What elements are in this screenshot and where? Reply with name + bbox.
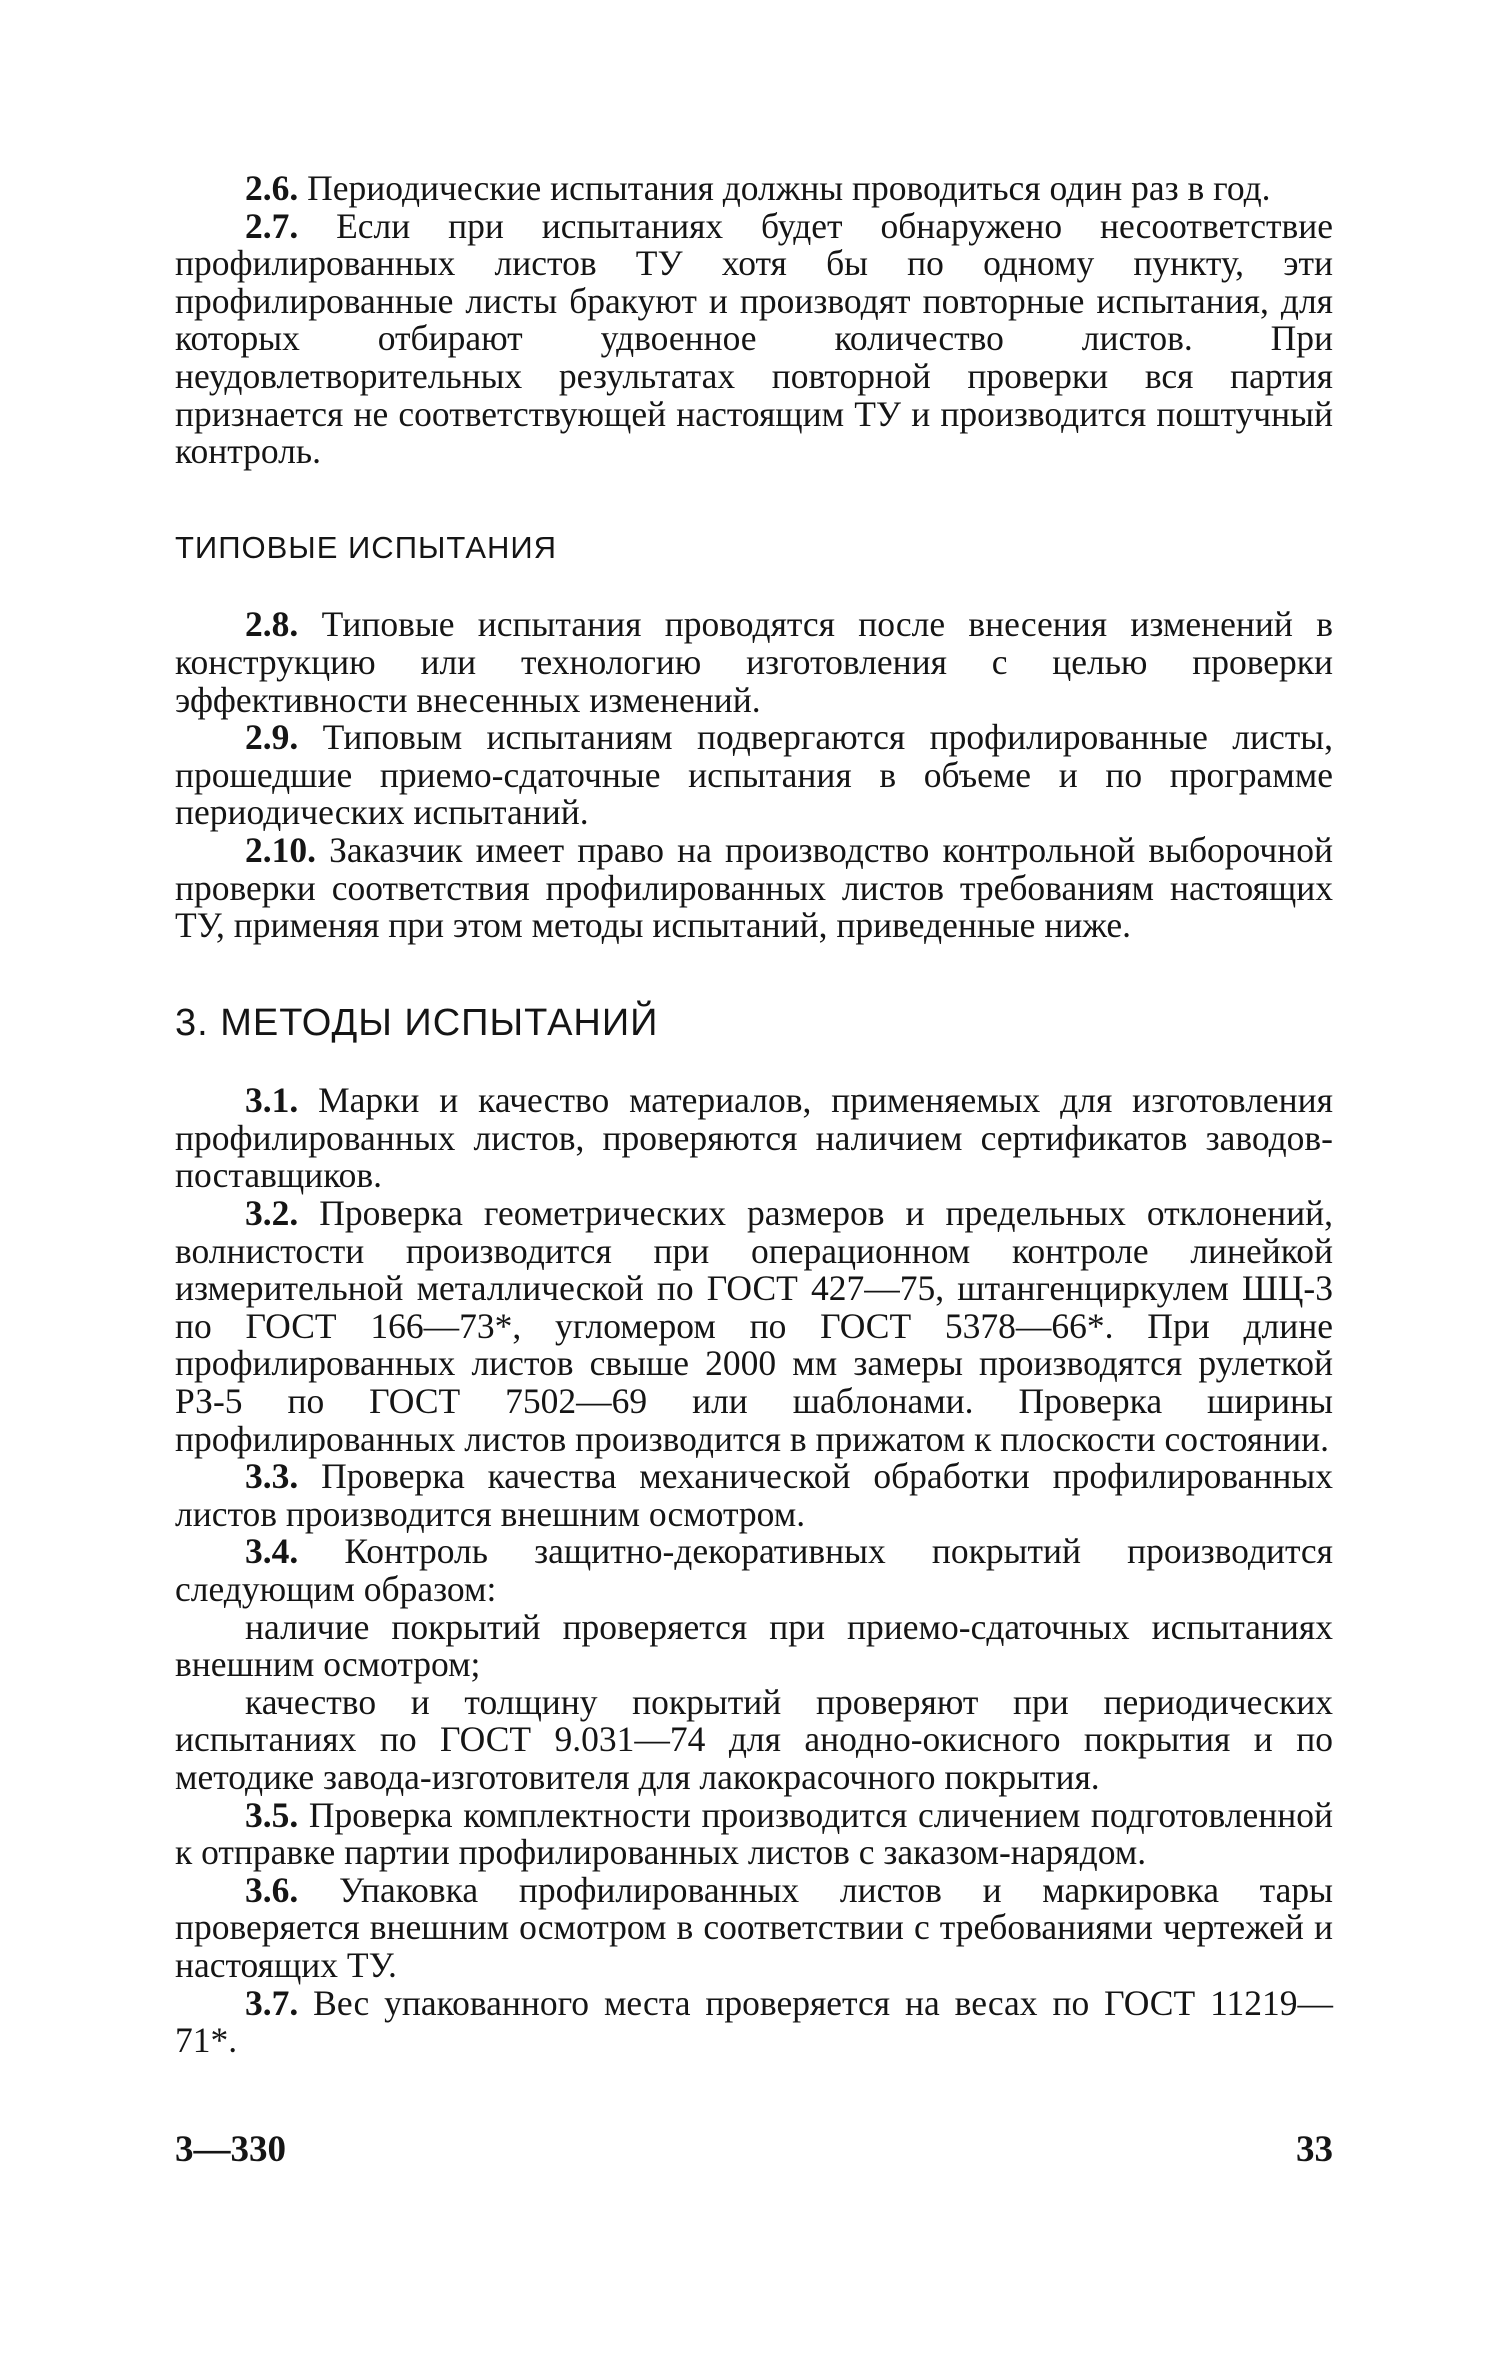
paragraph-number: 3.2. <box>245 1193 299 1234</box>
paragraph-text: Проверка комплектности производится сличением подготовленной к отправке партии профилированных листов с заказом-нарядом. <box>175 1794 1333 1873</box>
paragraph-text: Заказчик имеет право на производство контрольной выборочной проверки соответствия профилированных листов требованиям настоящих ТУ, применяя при этом методы испытаний, приведенные ниже. <box>175 829 1333 946</box>
paragraph-3-2 <box>175 1195 1333 1458</box>
paragraph-2-9 <box>175 719 1333 832</box>
paragraph-3-4-quality <box>175 1681 1333 1797</box>
paragraph-3-6 <box>175 1869 1333 1985</box>
paragraph-text: Периодические испытания должны проводиться один раз в год. <box>298 168 1271 208</box>
paragraph-3-4 <box>175 1533 1333 1608</box>
paragraph-number: 3.3. <box>245 1456 299 1497</box>
paragraph-number: 2.8. <box>245 604 299 645</box>
page-footer <box>175 2128 1333 2172</box>
paragraph-text: Типовые испытания проводятся после внесения изменений в конструкцию или технологию изготовления с целью проверки эффективности внесенных изменений. <box>175 604 1333 720</box>
paragraph-text: Если при испытаниях будет обнаружено несоответствие профилированных листов ТУ хотя бы по одному пункту, эти профилированные листы бракуют и производят повторные испытания, для которых отбирают удвоенное количество листов. При неудовлетворительных результатах повторной проверки вся партия признается не соответствующей настоящим ТУ и производится поштучный контроль. <box>175 205 1333 472</box>
paragraph-number: 3.6. <box>245 1869 299 1910</box>
paragraph-text: Проверка геометрических размеров и предельных отклонений, волнистости производится при операционном контроле линейкой измерительной металлической по ГОСТ 427—75, штангенциркулем ШЦ-3 по ГОСТ 166—73*, угломером по ГОСТ 5378—66*. При длине профилированных листов свыше 2000 мм замеры производятся рулеткой РЗ-5 по ГОСТ 7502—69 или шаблонами. Проверка ширины профилированных листов производится в прижатом к плоскости состоянии. <box>175 1193 1333 1459</box>
paragraph-number: 3.4. <box>245 1531 299 1572</box>
page-body <box>175 170 1333 2060</box>
paragraph-text: Упаковка профилированных листов и маркировка тары проверяется внешним осмотром в соответствии с требованиями чертежей и настоящих ТУ. <box>175 1869 1333 1985</box>
paragraph-text: Проверка качества механической обработки профилированных листов производится внешним осмотром. <box>175 1456 1333 1534</box>
paragraph-3-5 <box>175 1794 1333 1873</box>
paragraph-2-6 <box>175 170 1333 208</box>
section-heading-test-methods: 3. МЕТОДЫ ИСПЫТАНИЙ <box>175 1001 659 1044</box>
paragraph-text: наличие покрытий проверяется при приемо-сдаточных испытаниях внешним осмотром; <box>175 1606 1333 1685</box>
paragraph-number: 3.7. <box>245 1982 299 2023</box>
paragraph-3-3 <box>175 1458 1333 1533</box>
subheading-type-tests: ТИПОВЫЕ ИСПЫТАНИЯ <box>175 529 558 565</box>
paragraph-text: Типовым испытаниям подвергаются профилированные листы, прошедшие приемо-сдаточные испытания в объеме и по программе периодических испытаний. <box>175 717 1333 833</box>
paragraph-number: 2.7. <box>245 205 299 246</box>
paragraph-2-7 <box>175 205 1333 472</box>
page-number: 33 <box>1296 2129 1333 2170</box>
paragraph-number: 3.1. <box>245 1080 299 1121</box>
paragraph-text: качество и толщину покрытий проверяют при периодических испытаниях по ГОСТ 9.031—74 для анодно-окисного покрытия и по методике завода-изготовителя для лакокрасочного покрытия. <box>175 1681 1333 1797</box>
paragraph-number: 2.9. <box>245 717 299 758</box>
paragraph-number: 3.5. <box>245 1794 299 1835</box>
paragraph-3-1 <box>175 1082 1333 1195</box>
paragraph-2-8 <box>175 606 1333 719</box>
signature-mark: 3—330 <box>175 2129 286 2170</box>
paragraph-text: Вес упакованного места проверяется на весах по ГОСТ 11219—71*. <box>175 1982 1333 2061</box>
paragraph-3-4-presence <box>175 1606 1333 1685</box>
paragraph-number: 2.6. <box>245 168 299 208</box>
paragraph-text: Марки и качество материалов, применяемых для изготовления профилированных листов, проверяются наличием сертификатов заводов-поставщиков. <box>175 1080 1333 1196</box>
paragraph-number: 2.10. <box>245 829 316 870</box>
paragraph-2-10 <box>175 829 1333 946</box>
paragraph-text: Контроль защитно-декоративных покрытий производится следующим образом: <box>175 1531 1333 1609</box>
paragraph-3-7 <box>175 1982 1333 2061</box>
